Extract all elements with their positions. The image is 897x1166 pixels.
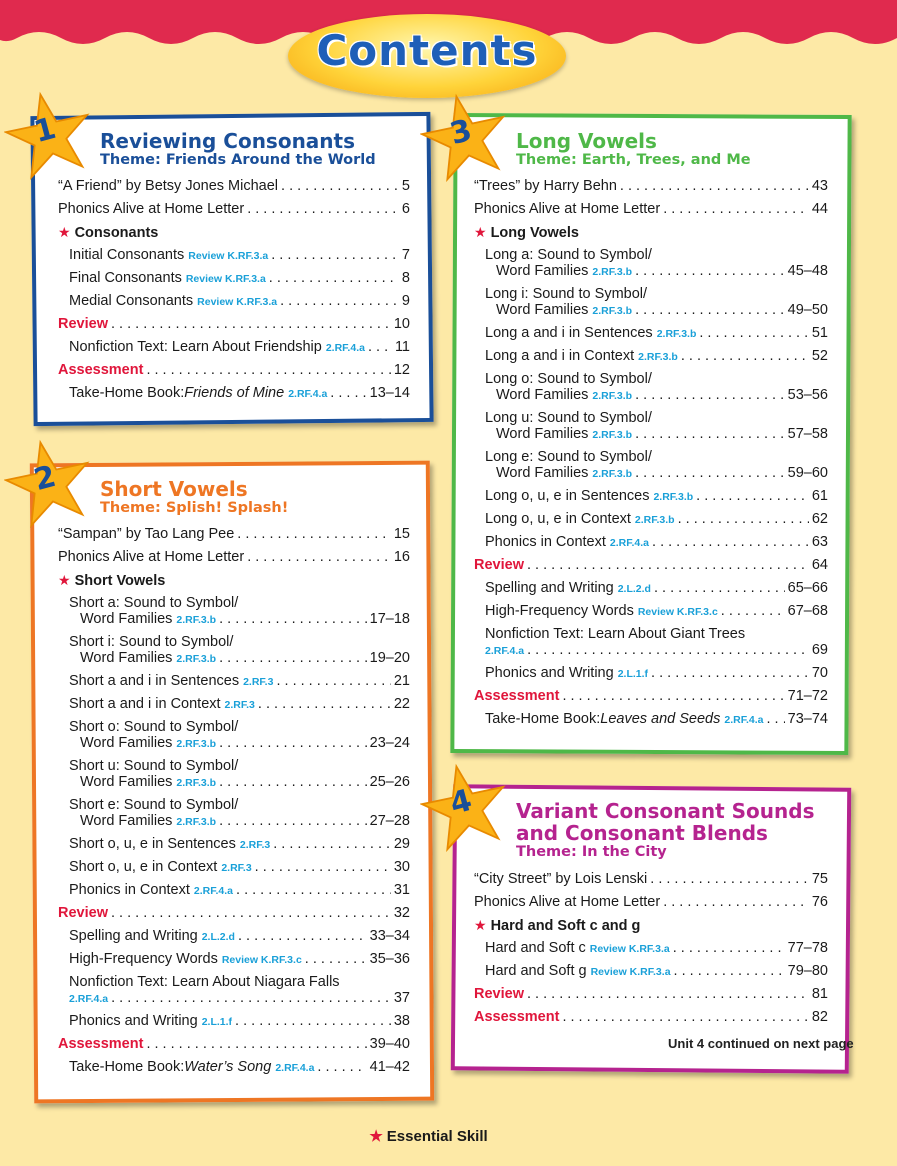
dot-leader (235, 1013, 391, 1030)
page-number: 41–42 (369, 1059, 410, 1075)
section-label: Hard and Soft c and g (490, 918, 641, 934)
toc-entry-label: Phonics and Writing (69, 1013, 198, 1029)
toc-entry[interactable] (485, 325, 828, 343)
page-number: 82 (811, 1009, 828, 1025)
page-number: 17–18 (369, 611, 410, 627)
dot-leader (635, 426, 785, 443)
toc-entry-label: Long a and i in Context (485, 348, 635, 364)
dot-leader (111, 316, 391, 333)
standard-code: Review K.RF.3.a (590, 966, 671, 978)
toc-entry[interactable] (474, 986, 828, 1003)
dot-leader (146, 1036, 366, 1053)
toc-entry[interactable] (58, 1036, 410, 1053)
standard-code: 2.RF.3.b (176, 816, 217, 828)
standard-code: Review K.RF.3.c (637, 606, 718, 618)
dot-leader (273, 836, 391, 853)
toc-entry[interactable] (485, 511, 828, 529)
toc-entry-line1: Short u: Sound to Symbol/ (69, 758, 239, 774)
toc-entry-label: “Trees” by Harry Behn (474, 178, 617, 194)
dot-leader (238, 928, 367, 945)
toc-entry-label: Phonics Alive at Home Letter (58, 549, 245, 565)
standard-code: 2.RF.3 (239, 839, 271, 851)
dot-leader (258, 696, 391, 713)
standard-code: 2.RF.3.b (176, 614, 217, 626)
dot-leader (652, 534, 809, 551)
unit-4-number: 4 (446, 782, 476, 823)
toc-entry[interactable] (58, 178, 410, 195)
toc-entry-label: Word Families (496, 465, 589, 481)
toc-entry[interactable] (58, 201, 410, 218)
dot-leader (269, 270, 399, 287)
section-heading (474, 224, 828, 242)
toc-entry[interactable] (58, 526, 410, 543)
standard-code: Review K.RF.3.c (221, 954, 302, 966)
standard-code: 2.L.1.f (617, 668, 649, 680)
dot-leader (673, 940, 785, 957)
toc-entry[interactable] (474, 871, 828, 888)
toc-entry-label: Short o, u, e in Sentences (69, 836, 236, 852)
section-label: Long Vowels (490, 225, 579, 241)
page-number: 21 (393, 673, 410, 689)
page-number: 70 (811, 665, 828, 681)
toc-entry-label: Assessment (474, 1009, 560, 1025)
section-heading (58, 224, 410, 242)
page-number: 59–60 (787, 465, 828, 481)
toc-entry-label: High-Frequency Words (485, 603, 634, 619)
toc-entry[interactable] (58, 316, 410, 333)
page-number: 61 (811, 488, 828, 504)
page-number: 75 (811, 871, 828, 887)
dot-leader (237, 526, 391, 543)
toc-entry-label: Review (58, 905, 108, 921)
dot-leader (696, 488, 809, 505)
toc-entry-label: Assessment (474, 688, 560, 704)
toc-entry[interactable] (485, 534, 828, 552)
toc-entry-label: Take-Home Book: (69, 385, 185, 401)
standard-code: 2.RF.4.a (69, 993, 109, 1005)
dot-leader (635, 387, 785, 404)
toc-entry[interactable] (485, 963, 828, 981)
toc-entry-line1: Short o: Sound to Symbol/ (69, 719, 239, 735)
unit-3-number: 3 (446, 112, 476, 153)
footer-legend (0, 1127, 857, 1145)
standard-code: 2.RF.3.b (176, 653, 217, 665)
essential-skill-star-icon: ★ (474, 917, 487, 933)
toc-entry-label: “Sampan” by Tao Lang Pee (58, 526, 235, 542)
toc-entry[interactable] (69, 673, 410, 691)
standard-code: 2.RF.4.a (193, 885, 234, 897)
standard-code: 2.RF.3 (221, 862, 252, 874)
toc-entry-label: Long o, u, e in Sentences (485, 488, 650, 504)
toc-entry[interactable] (474, 1009, 828, 1026)
standard-code: 2.RF.3.b (592, 468, 633, 480)
toc-entry[interactable] (496, 302, 828, 320)
page-number: 62 (811, 511, 828, 527)
unit-3-title: Long Vowels (516, 129, 657, 153)
toc-entry[interactable] (474, 688, 828, 705)
toc-entry-label: Spelling and Writing (485, 580, 614, 596)
unit-1-number: 1 (30, 110, 60, 151)
standard-code: 2.RF.4.a (288, 388, 328, 400)
toc-entry[interactable] (80, 774, 410, 792)
page-number: 16 (393, 549, 410, 565)
dot-leader (276, 673, 390, 690)
dot-leader (678, 511, 809, 528)
dot-leader (681, 348, 809, 365)
dot-leader (317, 1059, 366, 1076)
toc-entry-label: Word Families (80, 735, 173, 751)
dot-leader (281, 178, 399, 195)
toc-entry[interactable] (69, 339, 410, 357)
unit-2-theme: Theme: Splish! Splash! (100, 500, 289, 516)
page-number: 9 (401, 293, 410, 309)
standard-code: 2.RF.3.b (592, 266, 633, 278)
book-title: Water’s Song (184, 1059, 272, 1075)
toc-entry-label: Initial Consonants (69, 247, 185, 263)
toc-entry-label: Word Families (496, 263, 589, 279)
toc-entry-label: “City Street” by Lois Lenski (474, 871, 648, 887)
page-number: 77–78 (787, 940, 828, 956)
toc-entry-line1: Short a: Sound to Symbol/ (69, 595, 239, 611)
toc-entry[interactable] (69, 951, 410, 969)
page-number: 39–40 (369, 1036, 410, 1052)
toc-entry[interactable] (485, 665, 828, 683)
toc-entry-label: Take-Home Book: (69, 1059, 185, 1075)
dot-leader (247, 549, 391, 566)
standard-code: 2.RF.3.b (656, 328, 697, 340)
toc-entry-line1: Long u: Sound to Symbol/ (485, 410, 652, 426)
footer-label: Essential Skill (386, 1128, 488, 1145)
toc-entry[interactable] (485, 642, 828, 660)
toc-entry[interactable] (80, 650, 410, 668)
page-title: Contents (316, 26, 538, 75)
page-number: 44 (811, 201, 828, 217)
toc-entry[interactable] (69, 270, 410, 288)
section-label: Short Vowels (74, 573, 166, 589)
book-title: Leaves and Seeds (600, 711, 721, 727)
page-number: 43 (811, 178, 828, 194)
standard-code: 2.RF.3.b (634, 514, 675, 526)
standard-code: 2.L.2.d (617, 583, 651, 595)
toc-entry-label: Short a and i in Context (69, 696, 221, 712)
dot-leader (699, 325, 808, 342)
dot-leader (620, 178, 809, 195)
dot-leader (527, 557, 809, 574)
standard-code: 2.RF.3.b (592, 305, 633, 317)
toc-entry[interactable] (474, 894, 828, 911)
page-number: 64 (811, 557, 828, 573)
unit-1-theme: Theme: Friends Around the World (100, 152, 376, 168)
page-number: 25–26 (369, 774, 410, 790)
unit-3-theme: Theme: Earth, Trees, and Me (516, 152, 751, 168)
section-heading (474, 917, 828, 935)
dot-leader (247, 201, 399, 218)
toc-entry-label: Word Families (80, 650, 173, 666)
toc-entry[interactable] (69, 1013, 410, 1031)
dot-leader (146, 362, 390, 379)
dot-leader (663, 201, 809, 218)
standard-code: 2.RF.3.b (592, 390, 633, 402)
dot-leader (654, 580, 785, 597)
page-number: 22 (393, 696, 410, 712)
toc-entry-label: Final Consonants (69, 270, 182, 286)
toc-entry[interactable] (69, 859, 410, 877)
standard-code: Review K.RF.3.a (188, 250, 269, 262)
toc-entry[interactable] (496, 465, 828, 483)
standard-code: 2.RF.4.a (724, 714, 764, 726)
toc-entry-label: Hard and Soft g (485, 963, 587, 979)
page-number: 32 (393, 905, 410, 921)
toc-entry-line1: Short e: Sound to Symbol/ (69, 797, 239, 813)
dot-leader (635, 302, 785, 319)
standard-code: 2.RF.3 (224, 699, 255, 711)
toc-entry-label: Long a and i in Sentences (485, 325, 653, 341)
dot-leader (236, 882, 391, 899)
page-number: 35–36 (369, 951, 410, 967)
toc-entry-label: Word Families (496, 302, 589, 318)
page-number: 6 (401, 201, 410, 217)
toc-entry-label: Phonics Alive at Home Letter (58, 201, 245, 217)
standard-code: 2.RF.4.a (485, 645, 525, 657)
toc-entry-label: Word Families (80, 611, 173, 627)
dot-leader (330, 385, 366, 402)
unit-4-title: and Consonant Blends (516, 821, 768, 845)
standard-code: 2.RF.4.a (275, 1062, 315, 1074)
toc-entry[interactable] (80, 813, 410, 831)
toc-entry-label: Hard and Soft c (485, 940, 586, 956)
page-number: 71–72 (787, 688, 828, 704)
standard-code: 2.L.2.d (201, 931, 235, 943)
page-number: 38 (393, 1013, 410, 1029)
toc-entry-label: Phonics Alive at Home Letter (474, 201, 661, 217)
section-label: Consonants (74, 225, 159, 241)
toc-entry[interactable] (474, 178, 828, 195)
dot-leader (721, 603, 785, 620)
toc-entry[interactable] (69, 1059, 410, 1077)
toc-entry[interactable] (485, 580, 828, 598)
toc-entry-label: Long o, u, e in Context (485, 511, 631, 527)
dot-leader (663, 894, 809, 911)
page-number: 67–68 (787, 603, 828, 619)
toc-entry-label: Word Families (496, 387, 589, 403)
toc-entry[interactable] (58, 549, 410, 566)
essential-skill-star-icon: ★ (58, 224, 71, 240)
dot-leader (368, 339, 392, 356)
dot-leader (255, 859, 391, 876)
standard-code: Review K.RF.3.a (197, 296, 278, 308)
page-number: 23–24 (369, 735, 410, 751)
standard-code: 2.L.1.f (201, 1016, 233, 1028)
standard-code: 2.RF.3.b (176, 777, 217, 789)
toc-entry[interactable] (69, 696, 410, 714)
page-number: 81 (811, 986, 828, 1002)
toc-entry[interactable] (69, 928, 410, 946)
toc-entry-label: Medial Consonants (69, 293, 194, 309)
page-number: 49–50 (787, 302, 828, 318)
toc-entry-label: Word Families (496, 426, 589, 442)
toc-entry-label: Take-Home Book: (485, 711, 601, 727)
unit-1-title: Reviewing Consonants (100, 129, 356, 153)
toc-entry-label: Word Families (80, 774, 173, 790)
dot-leader (635, 263, 785, 280)
page-number: 51 (811, 325, 828, 341)
standard-code: 2.RF.3.b (592, 429, 633, 441)
toc-entry-label: Review (58, 316, 108, 332)
dot-leader (650, 871, 809, 888)
standard-code: Review K.RF.3.a (185, 273, 266, 285)
toc-entry-label: Word Families (80, 813, 173, 829)
standard-code: 2.RF.4.a (325, 342, 365, 354)
page-number: 5 (401, 178, 410, 194)
page-number: 19–20 (369, 650, 410, 666)
toc-entry[interactable] (474, 557, 828, 574)
toc-entry[interactable] (485, 711, 828, 729)
toc-entry-label: High-Frequency Words (69, 951, 218, 967)
toc-entry-line1: Nonfiction Text: Learn About Giant Trees (485, 626, 746, 642)
section-heading (58, 572, 410, 590)
toc-entry-line1: Long i: Sound to Symbol/ (485, 286, 648, 302)
toc-entry-line1: Long o: Sound to Symbol/ (485, 371, 652, 387)
page-number: 79–80 (787, 963, 828, 979)
standard-code: 2.RF.3.b (653, 491, 694, 503)
page-number: 63 (811, 534, 828, 550)
continued-note: Unit 4 continued on next page (668, 1036, 854, 1051)
page-number: 13–14 (369, 385, 410, 401)
page-number: 29 (393, 836, 410, 852)
toc-entry[interactable] (69, 882, 410, 900)
page-number: 15 (393, 526, 410, 542)
dot-leader (562, 688, 784, 705)
dot-leader (219, 774, 367, 791)
toc-entry[interactable] (485, 940, 828, 958)
toc-entry[interactable] (485, 603, 828, 621)
toc-entry[interactable] (474, 201, 828, 218)
toc-entry-label: Nonfiction Text: Learn About Friendship (69, 339, 322, 355)
standard-code: 2.RF.3 (243, 676, 274, 688)
standard-code: 2.RF.3.b (638, 351, 678, 363)
toc-entry-line1: Nonfiction Text: Learn About Niagara Falls (69, 974, 340, 990)
page-number: 57–58 (787, 426, 828, 442)
dot-leader (527, 642, 809, 659)
dot-leader (219, 650, 367, 667)
standard-code: 2.RF.4.a (609, 537, 650, 549)
standard-code: 2.RF.3.b (176, 738, 217, 750)
dot-leader (527, 986, 809, 1003)
toc-entry-label: Phonics and Writing (485, 665, 614, 681)
toc-entry[interactable] (485, 488, 828, 506)
dot-leader (305, 951, 367, 968)
toc-entry-label: Short o, u, e in Context (69, 859, 218, 875)
toc-entry[interactable] (80, 611, 410, 629)
dot-leader (111, 990, 391, 1007)
toc-entry[interactable] (496, 263, 828, 281)
dot-leader (651, 665, 809, 682)
toc-entry-label: Phonics Alive at Home Letter (474, 894, 661, 910)
toc-entry-label: “A Friend” by Betsy Jones Michael (58, 178, 279, 194)
page-number: 37 (393, 990, 410, 1006)
dot-leader (635, 465, 785, 482)
toc-entry-line1: Short i: Sound to Symbol/ (69, 634, 234, 650)
page-number: 11 (394, 339, 410, 355)
page-number: 45–48 (787, 263, 828, 279)
essential-skill-star-icon: ★ (369, 1128, 383, 1145)
page-number: 65–66 (787, 580, 828, 596)
page-number: 53–56 (787, 387, 828, 403)
toc-entry[interactable] (58, 362, 410, 379)
toc-entry-line1: Long e: Sound to Symbol/ (485, 449, 652, 465)
toc-entry[interactable] (69, 990, 410, 1008)
toc-entry-label: Short a and i in Sentences (69, 673, 240, 689)
unit-4-theme: Theme: In the City (516, 844, 667, 860)
dot-leader (562, 1009, 808, 1026)
book-title: Friends of Mine (184, 385, 285, 401)
page-number: 7 (401, 247, 410, 263)
dot-leader (219, 611, 367, 628)
page-number: 76 (811, 894, 828, 910)
page-number: 69 (811, 642, 828, 658)
toc-entry-label: Assessment (58, 1036, 144, 1052)
toc-entry-line1: Long a: Sound to Symbol/ (485, 247, 652, 263)
page-number: 12 (393, 362, 410, 378)
dot-leader (674, 963, 785, 980)
toc-entry-label: Review (474, 986, 524, 1002)
page-number: 33–34 (369, 928, 410, 944)
toc-entry-label: Review (474, 557, 524, 573)
toc-entry-label: Phonics in Context (485, 534, 606, 550)
standard-code: Review K.RF.3.a (589, 943, 670, 955)
toc-entry[interactable] (69, 247, 410, 265)
unit-2-number: 2 (30, 458, 60, 499)
toc-entry[interactable] (69, 293, 410, 311)
page-number: 10 (393, 316, 410, 332)
toc-entry-label: Spelling and Writing (69, 928, 198, 944)
dot-leader (111, 905, 391, 922)
toc-entry-label: Assessment (58, 362, 144, 378)
unit-2-title: Short Vowels (100, 477, 248, 501)
dot-leader (271, 247, 399, 264)
dot-leader (766, 711, 784, 728)
toc-entry[interactable] (496, 387, 828, 405)
toc-entry[interactable] (496, 426, 828, 444)
dot-leader (219, 735, 367, 752)
page-number: 31 (393, 882, 410, 898)
dot-leader (219, 813, 367, 830)
dot-leader (280, 293, 399, 310)
toc-entry[interactable] (69, 385, 410, 403)
page-number: 27–28 (369, 813, 410, 829)
page-number: 8 (401, 270, 410, 286)
essential-skill-star-icon: ★ (474, 224, 487, 240)
toc-entry[interactable] (58, 905, 410, 922)
page-number: 30 (393, 859, 410, 875)
toc-entry[interactable] (80, 735, 410, 753)
essential-skill-star-icon: ★ (58, 572, 71, 588)
page-number: 52 (811, 348, 828, 364)
unit-4-title: Variant Consonant Sounds (516, 799, 815, 823)
toc-entry[interactable] (69, 836, 410, 854)
toc-entry-label: Phonics in Context (69, 882, 190, 898)
toc-entry[interactable] (485, 348, 828, 366)
page-number: 73–74 (787, 711, 828, 727)
